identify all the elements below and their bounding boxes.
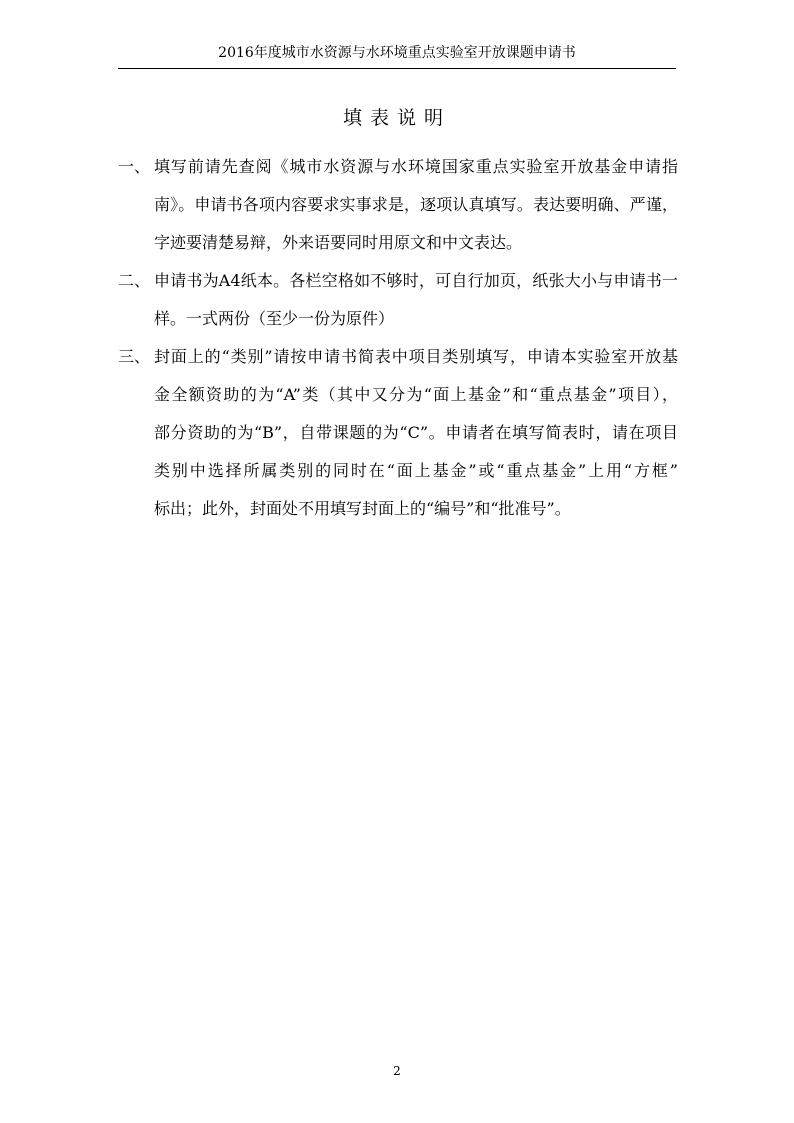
item-text <box>154 338 678 528</box>
text-line: 标出；此外，封面处不用填写封面上的“编号”和“批准号”。 <box>154 499 571 518</box>
text-line: 申请书为A4纸本。各栏空格如不够时，可自行加页，纸张大小与申请书一 <box>154 271 678 290</box>
page-title: 填表说明 <box>342 107 451 129</box>
item-text <box>154 262 678 338</box>
instruction-item-1 <box>118 148 678 262</box>
text-line: 填写前请先查阅《城市水资源与水环境国家重点实验室开放基金申请指 <box>154 157 678 176</box>
text-line: 南》。申请书各项内容要求实事求是，逐项认真填写。表达要明确、严谨， <box>154 195 678 214</box>
text-line: 封面上的“类别”请按申请书简表中项目类别填写，申请本实验室开放基 <box>154 347 678 366</box>
running-header: 2016年度城市水资源与水环境重点实验室开放课题申请书 <box>218 45 576 61</box>
header-rule <box>118 68 676 69</box>
page-number: 2 <box>393 1064 401 1078</box>
instruction-item-2 <box>118 262 678 338</box>
instruction-item-3 <box>118 338 678 528</box>
text-line: 部分资助的为“B”，自带课题的为“C”。申请者在填写简表时，请在项目 <box>154 423 678 442</box>
item-number: 一、 <box>118 157 151 176</box>
text-line: 字迹要清楚易辩，外来语要同时用原文和中文表达。 <box>154 233 523 252</box>
text-line: 类别中选择所属类别的同时在“面上基金”或“重点基金”上用“方框” <box>154 461 678 480</box>
item-text <box>154 148 678 262</box>
text-line: 金全额资助的为“A”类（其中又分为“面上基金”和“重点基金”项目）， <box>154 385 678 404</box>
item-number: 二、 <box>118 271 151 290</box>
item-number: 三、 <box>118 347 151 366</box>
text-line: 样。一式两份（至少一份为原件） <box>154 309 395 328</box>
instructions-list <box>118 148 678 528</box>
